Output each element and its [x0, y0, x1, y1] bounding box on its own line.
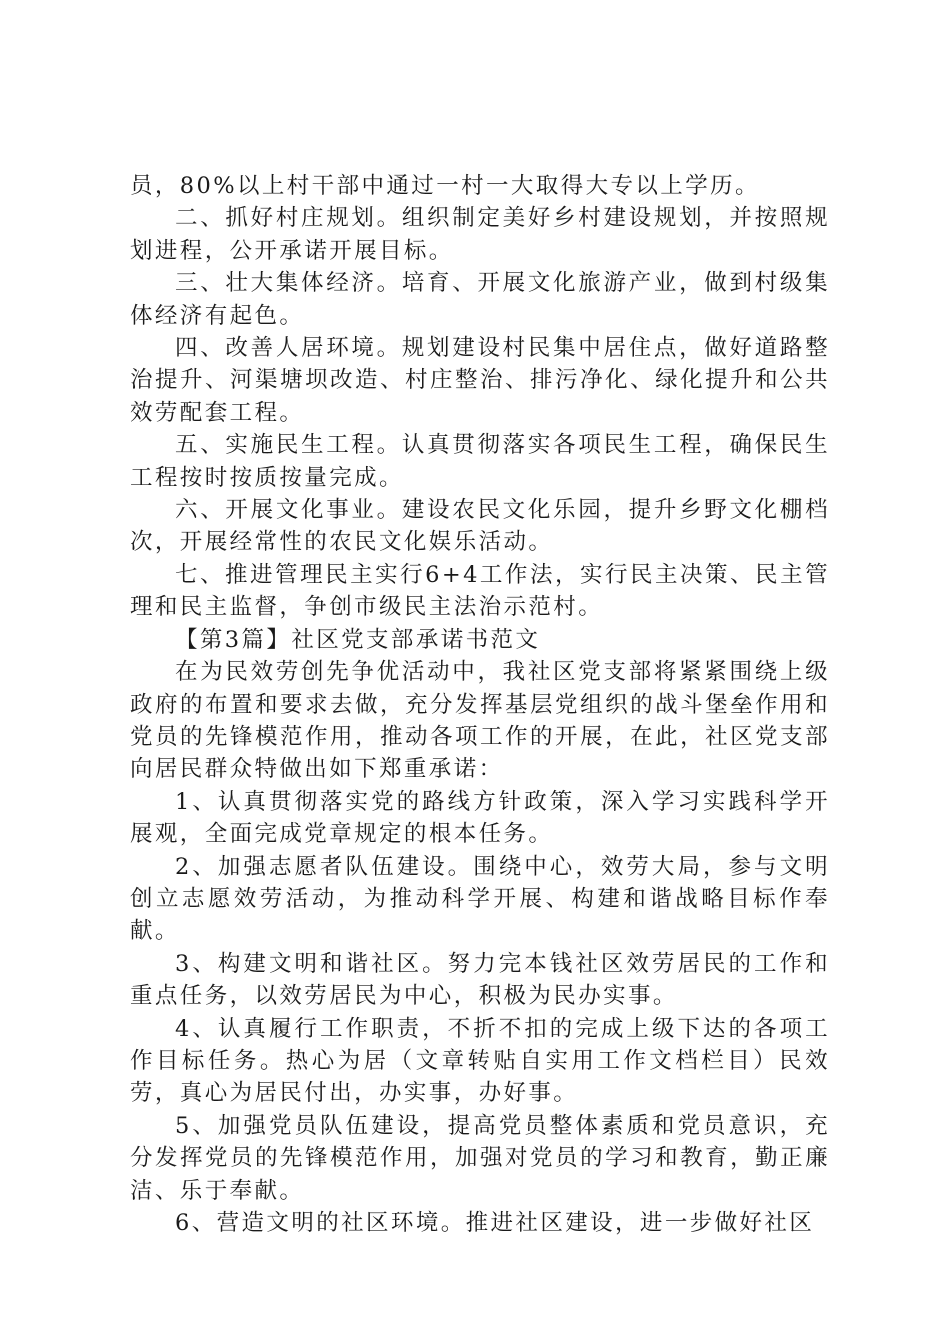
paragraph-continuation: 员，80%以上村干部中通过一村一大取得大专以上学历。 — [130, 173, 760, 199]
list-item-3: 3、构建文明和谐社区。努力完本钱社区效劳居民的工作和重点任务，以效劳居民为中心，积极为民办实事。 — [130, 950, 830, 1010]
paragraph-intro: 在为民效劳创先争优活动中，我社区党支部将紧紧围绕上级政府的布置和要求去做，充分发挥基层党组织的战斗堡垒作用和党员的先锋模范作用，推动各项工作的开展，在此，社区党支部向居民群众特做出如下郑重承诺： — [130, 659, 830, 783]
list-item-5: 5、加强党员队伍建设，提高党员整体素质和党员意识，充分发挥党员的先锋模范作用，加强对党员的学习和教育，勤正廉洁、乐于奉献。 — [130, 1112, 830, 1204]
paragraph-collective-economy: 三、壮大集体经济。培育、开展文化旅游产业，做到村级集体经济有起色。 — [130, 270, 830, 329]
list-item-4: 4、认真履行工作职责，不折不扣的完成上级下达的各项工作目标任务。热心为居（文章转贴自实用工作文档栏目）民效劳，真心为居民付出，办实事，办好事。 — [130, 1015, 830, 1107]
list-item-2: 2、加强志愿者队伍建设。围绕中心，效劳大局，参与文明创立志愿效劳活动，为推动科学开展、构建和谐战略目标作奉献。 — [130, 853, 830, 945]
paragraph-cultural-undertakings: 六、开展文化事业。建设农民文化乐园，提升乡野文化棚档次，开展经常性的农民文化娱乐活动。 — [130, 497, 830, 556]
paragraph-livelihood-projects: 五、实施民生工程。认真贯彻落实各项民生工程，确保民生工程按时按质按量完成。 — [130, 432, 830, 491]
paragraph-democratic-management: 七、推进管理民主实行6+4工作法，实行民主决策、民主管理和民主监督，争创市级民主法治示范村。 — [130, 561, 830, 621]
document-page — [130, 170, 830, 1239]
paragraph-village-planning: 二、抓好村庄规划。组织制定美好乡村建设规划，并按照规划进程，公开承诺开展目标。 — [130, 205, 830, 264]
list-item-1: 1、认真贯彻落实党的路线方针政策，深入学习实践科学开展观，全面完成党章规定的根本任务。 — [130, 788, 830, 848]
list-item-6: 6、营造文明的社区环境。推进社区建设，进一步做好社区 — [175, 1210, 815, 1236]
paragraph-living-environment: 四、改善人居环境。规划建设村民集中居住点，做好道路整治提升、河渠塘坝改造、村庄整治、排污净化、绿化提升和公共效劳配套工程。 — [130, 335, 830, 426]
section-heading: 【第3篇】社区党支部承诺书范文 — [175, 626, 541, 653]
